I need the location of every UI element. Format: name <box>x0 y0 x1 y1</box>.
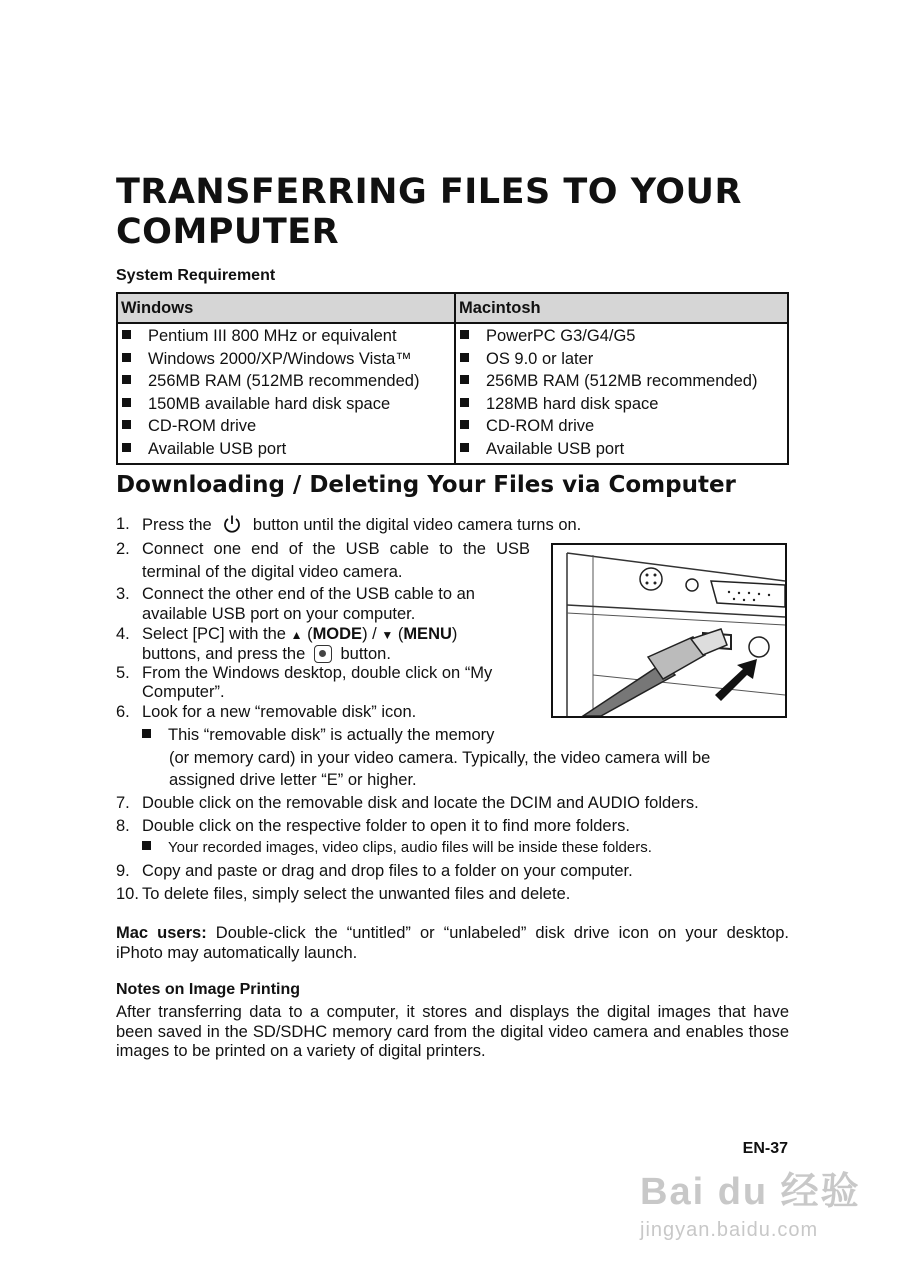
step-text: From the Windows desktop, double click on “My <box>142 664 493 682</box>
bullet-square-icon <box>460 353 469 362</box>
usb-connection-icon <box>553 545 785 716</box>
bullet-square-icon <box>460 375 469 384</box>
notes-text: After transferring data to a computer, it stores and displays the digital images that have been saved in the SD/SDHC memory card from the digital video camera and enables those images to be printed on a variety of digital printers. <box>116 1003 789 1060</box>
bullet-square-icon <box>142 729 151 738</box>
list-item: 256MB RAM (512MB recommended) <box>460 370 783 393</box>
bullet-square-icon <box>460 420 469 429</box>
mode-button-label: MODE <box>312 625 363 643</box>
watermark-url: jingyan.baidu.com <box>640 1219 819 1241</box>
step-text: Press the <box>142 516 212 534</box>
step-text: available USB port on your computer. <box>142 605 416 623</box>
notes-heading: Notes on Image Printing <box>116 981 301 998</box>
list-item: OS 9.0 or later <box>460 348 783 371</box>
watermark <box>640 1160 870 1260</box>
windows-requirements-cell <box>117 323 455 464</box>
bullet-square-icon <box>122 443 131 452</box>
system-requirement-table <box>116 292 789 465</box>
up-arrow-icon: ▲ <box>290 628 303 642</box>
bullet-square-icon <box>142 841 151 850</box>
bullet-square-icon <box>122 398 131 407</box>
list-item: PowerPC G3/G4/G5 <box>460 325 783 348</box>
mac-requirements-cell <box>455 323 788 464</box>
table-header-macintosh: Macintosh <box>455 293 788 323</box>
bullet-square-icon <box>122 330 131 339</box>
system-requirement-label: System Requirement <box>116 267 276 284</box>
list-item: CD-ROM drive <box>122 415 450 438</box>
usb-plug-illustration <box>551 543 787 718</box>
list-item: 256MB RAM (512MB recommended) <box>122 370 450 393</box>
bullet-square-icon <box>460 330 469 339</box>
step-text: Connect the other end of the USB cable to an <box>142 585 475 603</box>
list-item: Available USB port <box>122 438 450 461</box>
mac-users-text: iPhoto may automatically launch. <box>116 943 358 962</box>
bullet-square-icon <box>122 353 131 362</box>
down-arrow-icon: ▼ <box>381 628 394 642</box>
page-title-line2: COMPUTER <box>116 212 340 252</box>
bullet-square-icon <box>460 443 469 452</box>
ok-button-icon <box>314 645 332 663</box>
step-text: Copy and paste or drag and drop files to a folder on your computer. <box>142 862 633 880</box>
step-text: terminal of the digital video camera. <box>142 563 403 581</box>
step-number: 1. <box>116 515 130 533</box>
page-title-line1: TRANSFERRING FILES TO YOUR <box>116 172 742 212</box>
list-item: Windows 2000/XP/Windows Vista™ <box>122 348 450 371</box>
menu-button-label: MENU <box>403 625 452 643</box>
table-header-windows: Windows <box>117 293 455 323</box>
page-number: EN-37 <box>742 1140 788 1157</box>
power-icon <box>222 514 242 534</box>
step-text: Look for a new “removable disk” icon. <box>142 703 417 721</box>
list-item: Pentium III 800 MHz or equivalent <box>122 325 450 348</box>
step-text: To delete files, simply select the unwanted files and delete. <box>142 885 571 903</box>
bullet-square-icon <box>460 398 469 407</box>
list-item: 128MB hard disk space <box>460 393 783 416</box>
list-item: 150MB available hard disk space <box>122 393 450 416</box>
step-text: Double click on the respective folder to open it to find more folders. <box>142 817 630 835</box>
step-text: button until the digital video camera turns on. <box>252 516 582 534</box>
page-title <box>116 172 806 252</box>
bullet-square-icon <box>122 420 131 429</box>
list-item: CD-ROM drive <box>460 415 783 438</box>
mac-users-label: Mac users: <box>116 924 207 942</box>
step-text: Double click on the removable disk and locate the DCIM and AUDIO folders. <box>142 794 699 812</box>
step-text: Connect one end of the USB cable to the USB <box>142 540 530 558</box>
bullet-square-icon <box>122 375 131 384</box>
step-text: Computer”. <box>142 683 225 701</box>
watermark-logo: Bai du 经验 <box>640 1171 861 1213</box>
list-item: Available USB port <box>460 438 783 461</box>
section-heading: Downloading / Deleting Your Files via Computer <box>116 472 736 498</box>
mac-users-note: Mac users: Double-click the “untitled” or “unlabeled” disk drive icon on your desktop. iPhoto may automatically launch. <box>116 924 789 962</box>
